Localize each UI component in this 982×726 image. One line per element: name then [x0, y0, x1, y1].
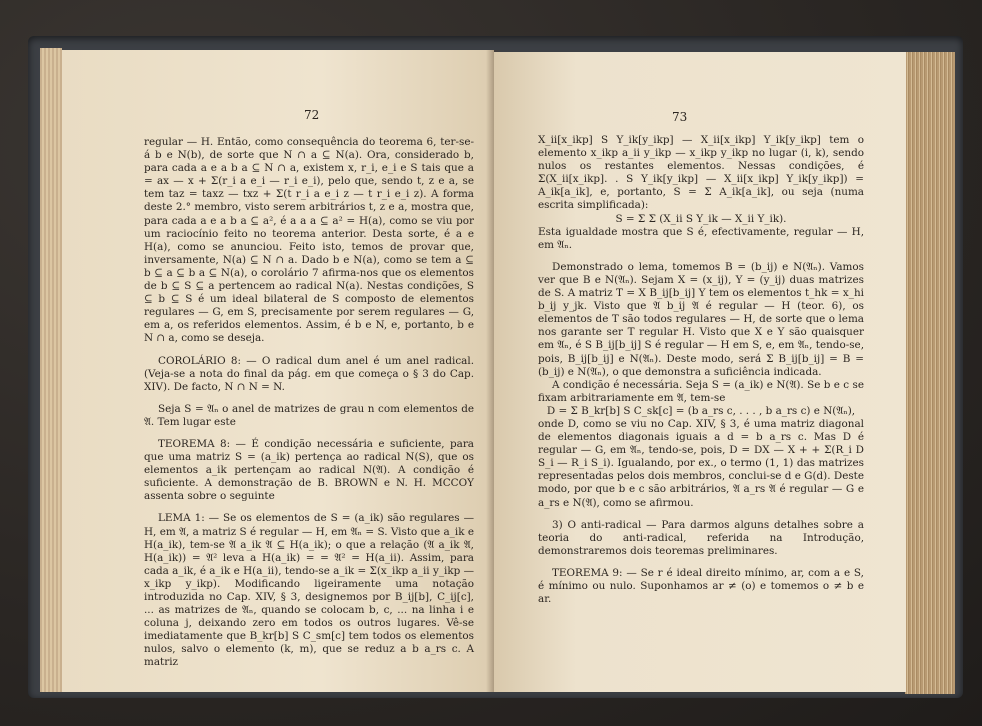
paragraph: Demonstrado o lema, tomemos B = (b_ij) e N(𝔄ₙ). Vamos ver que B e N(𝔄ₙ). Sejam X = (x_ij), Y = (y_ij) duas matrizes de S. A matriz T = X B_ij[b_ij] Y tem os elementos t_hk = x_hi b_ij y_jk. Visto que 𝔄 b_ij 𝔄 é regular — H (teor. 6), os elementos de T são todos regulares — H, de sorte que o lema nos garante ser T regular H. Visto que X e Y são quaisquer em 𝔄ₙ, é S B_ij[b_ij] S é regular — H em S, e, em 𝔄ₙ, tendo-se, pois, B_ij[b_ij] e N(𝔄ₙ). Deste modo, será Σ B_ij[b_ij] = B = (b_ij) e N(𝔄ₙ), o que demonstra a suficiência indicada.: [538, 260, 864, 378]
theorem-9: TEOREMA 9: — Se r é ideal direito mínimo, ar, com a e S, é mínimo ou nulo. Suponhamos ar ≠ (o) e tomemos o ≠ b e ar.: [538, 566, 864, 606]
right-page: [494, 52, 906, 692]
theorem-8: TEOREMA 8: — É condição necessária e suficiente, para que uma matriz S = (a_ik) pertença ao radical N(S), que os elementos a_ik pertençam ao radical N(𝔄). A condição é suficiente. A demonstração de B. BROWN e N. H. MCCOY assenta sobre o seguinte: [144, 437, 474, 503]
equation: D = Σ B_kr[b] S C_sk[c] = (b a_rs c, . . . , b a_rs c) e N(𝔄ₙ),: [546, 404, 856, 417]
equation: S = Σ Σ (X_ii S Y_ik — X_ii Y_ik).: [615, 212, 787, 225]
paragraph: X_ii[x_ikp] S Y_ik[y_ikp] — X_ii[x_ikp] Y_ik[y_ikp] tem o elemento x_ikp a_ii y_ikp — x_ikp y_ikp no lugar (i, k), sendo nulos os restantes elementos. Nessas condições, é Σ(X_ii[x_ikp]. . S Y_ik[y_ikp] — X_ii[x_ikp] Y_ik[y_ikp]) = A_ik[a_ik], e, portanto, S = Σ A_ik[a_ik], ou seja (numa escrita simplificada):: [538, 134, 864, 212]
paragraph: Seja S = 𝔄ₙ o anel de matrizes de grau n com elementos de 𝔄. Tem lugar este: [144, 402, 474, 428]
paragraph: A condição é necessária. Seja S = (a_ik) e N(𝔄). Se b e c se fixam arbitrariamente em 𝔄, tem-se: [538, 378, 864, 404]
left-page: [62, 50, 494, 692]
right-page-body: [538, 134, 864, 606]
paragraph: Esta igualdade mostra que S é, efectivamente, regular — H, em 𝔄ₙ.: [538, 225, 864, 251]
page-number: 73: [672, 110, 688, 124]
lemma-1: LEMA 1: — Se os elementos de S = (a_ik) são regulares — H, em 𝔄, a matriz S é regular — H, em 𝔄ₙ = S. Visto que a_ik e H(a_ik), tem-se 𝔄 a_ik 𝔄 ⊆ H(a_ik); o que a relação (𝔄 a_ik 𝔄, H(a_ik)) = 𝔄² leva a H(a_ik) = = 𝔄² = H(a_ii). Assim, para cada a_ik, é a_ik e H(a_ii), tendo-se a_ik = Σ(x_ikp a_ii y_ikp — x_ikp y_ikp). Modificando ligeiramente uma notação introduzida no Cap. XIV, § 3, designemos por B_ij[b], C_ij[c], ... as matrizes de 𝔄ₙ, quando se colocam b, c, ... na linha i e coluna j, deixando zero em todos os outros lugares. Vê-se imediatamente que B_kr[b] S C_sm[c] tem todos os elementos nulos, salvo o elemento (k, m), que se reduz a b a_rs c. A matriz: [144, 512, 474, 669]
page-stack-right: [905, 52, 955, 694]
page-number: 72: [304, 108, 320, 122]
paragraph: regular — H. Então, como consequência do teorema 6, ter-se-á b e N(b), de sorte que N ∩ a ⊆ N(a). Ora, considerado b, para cada a e a b a ⊆ N ∩ a, existem x, r_i, e_i e S tais que a = ax — x + Σ(r_i a e_i — r_i e_i), pelo que, sendo t, z e a, se tem taz = taxz — txz + Σ(t r_i a e_i z — t r_i e_i z). A forma deste 2.° membro, visto serem arbitrários t, z e a, mostra que, para cada a e a b a ⊆ a², é a a a ⊆ a² = H(a), como se viu por um raciocínio feito no teorema anterior. Desta sorte, é a e H(a), como se anunciou. Feito isto, temos de provar que, inversamente, N(a) ⊆ N ∩ a. Dado b e N(a), como se tem a ⊆ b ⊆ a ⊆ b a ⊆ N(a), o corolário 7 afirma-nos que os elementos de b ⊆ S ⊆ a pertencem ao radical N(a). Nestas condições, S ⊆ b ⊆ S é um ideal bilateral de S composto de elementos regulares — G, em S, precisamente por serem regulares — G, em a, os referidos elementos. Assim, é b e N, e, portanto, b e N ∩ a, como se deseja.: [144, 136, 474, 345]
page-stack-left: [40, 48, 62, 692]
section-heading-anti-radical: 3) O anti-radical — Para darmos alguns detalhes sobre a teoria do anti-radical, referida na Introdução, demonstraremos dois teoremas preliminares.: [538, 518, 864, 557]
corollary-8: COROLÁRIO 8: — O radical dum anel é um anel radical. (Veja-se a nota do final da pág. em que começa o § 3 do Cap. XIV). De facto, N ∩ N = N.: [144, 354, 474, 393]
paragraph: onde D, como se viu no Cap. XIV, § 3, é uma matriz diagonal de elementos diagonais iguais a d = b a_rs c. Mas D é regular — G, em 𝔄ₙ, tendo-se, pois, D = DX — X + + Σ(R_i D S_i — R_i S_i). Igualando, por ex., o termo (1, 1) das matrizes representadas pelos dois membros, conclui-se d e G(d). Deste modo, por que b e c são arbitrários, 𝔄 a_rs 𝔄 é regular — G e a_rs e N(𝔄), como se afirmou.: [538, 417, 864, 509]
left-page-body: [144, 136, 474, 670]
